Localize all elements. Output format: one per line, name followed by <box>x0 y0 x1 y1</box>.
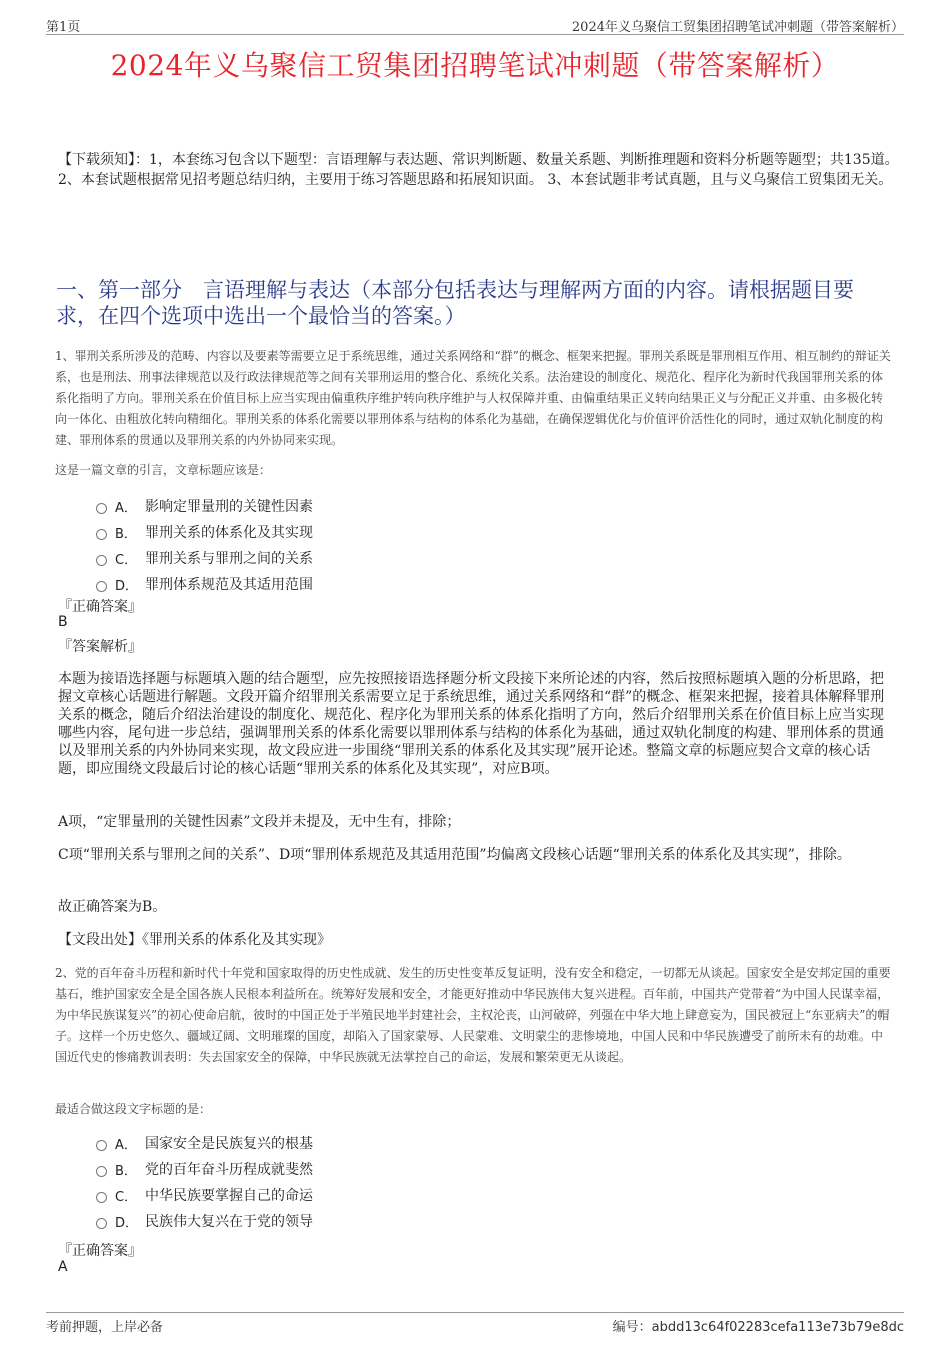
source-note: 【文段出处】《罪刑关系的体系化及其实现》 <box>58 932 331 948</box>
radio-icon[interactable] <box>96 1166 107 1177</box>
header-doc-title: 2024年义乌聚信工贸集团招聘笔试冲刺题（带答案解析） <box>571 20 904 35</box>
page-footer <box>46 1312 904 1335</box>
analysis-paragraph: A项，“定罪量刑的关键性因素”文段并未提及，无中生有，排除； <box>58 814 461 830</box>
option-text: 国家安全是民族复兴的根基 <box>145 1136 313 1152</box>
footer-slogan: 考前押题，上岸必备 <box>46 1320 164 1335</box>
option-letter: B． <box>115 526 137 542</box>
option-text: 罪刑体系规范及其适用范围 <box>145 577 313 593</box>
option-text: 罪刑关系与罪刑之间的关系 <box>145 551 313 567</box>
radio-icon[interactable] <box>96 555 107 566</box>
analysis-label: 『答案解析』 <box>58 639 142 655</box>
section-heading: 一、第一部分 言语理解与表达（本部分包括表达与理解两方面的内容。请根据题目要求，在四个选项中选出一个最恰当的答案。） <box>56 278 854 328</box>
option-text: 影响定罪量刑的关键性因素 <box>145 499 313 515</box>
question-2-options <box>96 1130 313 1234</box>
radio-icon[interactable] <box>96 1140 107 1151</box>
option-letter: B． <box>115 1163 137 1179</box>
option-letter: A． <box>115 1137 137 1153</box>
page-number: 第1页 <box>46 20 81 35</box>
answer-value: A <box>58 1259 68 1275</box>
option-text: 罪刑关系的体系化及其实现 <box>145 525 313 541</box>
radio-icon[interactable] <box>96 1192 107 1203</box>
option-text: 党的百年奋斗历程成就斐然 <box>145 1162 313 1178</box>
option-letter: D． <box>115 578 139 594</box>
analysis-paragraph: C项“罪刑关系与罪刑之间的关系”、D项“罪刑体系规范及其适用范围”均偏离文段核心话题“罪刑关系的体系化及其实现”，排除。 <box>58 847 851 863</box>
option-letter: A． <box>115 500 137 516</box>
question-1-prompt: 这是一篇文章的引言，文章标题应该是： <box>55 463 272 477</box>
option-c[interactable] <box>96 1182 313 1208</box>
option-letter: C． <box>115 552 138 568</box>
radio-icon[interactable] <box>96 529 107 540</box>
question-1-options <box>96 493 313 597</box>
option-b[interactable] <box>96 1156 313 1182</box>
analysis-paragraph: 故正确答案为B。 <box>58 899 167 915</box>
footer-code <box>613 1316 904 1335</box>
option-letter: C． <box>115 1189 138 1205</box>
analysis-paragraph: 本题为接语选择题与标题填入题的结合题型，应先按照接语选择题分析文段接下来所论述的内容，然后按照标题填入题的分析思路，把握文章核心话题进行解题。文段开篇介绍罪刑关系需要立足于系统思维，通过关系网络和“群”的概念、框架来把握，接着具体解释罪刑关系的概念，随后介绍法治建设的制度化、规范化、程序化为罪刑关系的体系化指明了方向，然后介绍罪刑关系在价值目标上应当实现哪些内容，尾句进一步总结，强调罪刑关系的体系化需要以罪刑体系与结构的体系化为基础，通过双轨化制度的构建、罪刑体系的贯通以及罪刑关系的内外协同来实现，故文段应进一步围绕“罪刑关系的体系化及其实现”展开论述。整篇文章的标题应契合文章的核心话题，即应围绕文段最后讨论的核心话题“罪刑关系的体系化及其实现”，对应B项。 <box>58 671 885 777</box>
answer-value: B <box>58 614 68 630</box>
question-2-prompt: 最适合做这段文字标题的是： <box>55 1102 212 1116</box>
option-c[interactable] <box>96 545 313 571</box>
question-1-text: 1、罪刑关系所涉及的范畴、内容以及要素等需要立足于系统思维，通过关系网络和“群”的概念、框架来把握。罪刑关系既是罪刑相互作用、相互制约的辩证关系，也是刑法、刑事法律规范以及行政法律规范等之间有关罪刑运用的整合化、系统化关系。法治建设的制度化、规范化、程序化为新时代我国罪刑关系的体系化指明了方向。罪刑关系在价值目标上应当实现由偏重秩序维护转向秩序维护与人权保障并重、由偏重结果正义转向结果正义与分配正义并重、由多极化转向一体化、由粗放化转向精细化。罪刑关系的体系化需要以罪刑体系与结构的体系化为基础，在确保逻辑优化与价值评价活性化的同时，通过双轨化制度的构建、罪刑体系的贯通以及罪刑关系的内外协同来实现。 <box>55 349 891 447</box>
radio-icon[interactable] <box>96 503 107 514</box>
answer-label: 『正确答案』 <box>58 1243 142 1259</box>
option-a[interactable] <box>96 1130 313 1156</box>
option-d[interactable] <box>96 571 313 597</box>
option-a[interactable] <box>96 493 313 519</box>
page-header <box>46 14 904 35</box>
option-letter: D． <box>115 1215 139 1231</box>
answer-label: 『正确答案』 <box>58 599 142 615</box>
document-title: 2024年义乌聚信工贸集团招聘笔试冲刺题（带答案解析） <box>110 49 840 82</box>
option-d[interactable] <box>96 1208 313 1234</box>
option-text: 民族伟大复兴在于党的领导 <box>145 1214 313 1230</box>
radio-icon[interactable] <box>96 1218 107 1229</box>
download-notice: 【下载须知】：1，本套练习包含以下题型：言语理解与表达题、常识判断题、数量关系题、判断推理题和资料分析题等题型；共135道。 2、本套试题根据常见招考题总结归纳，主要用于练习答题思路和拓展知识面。 3、本套试题非考试真题，且与义乌聚信工贸集团无关。 <box>58 152 899 188</box>
radio-icon[interactable] <box>96 581 107 592</box>
footer-code-value: abdd13c64f02283cefa113e73b79e8dc <box>651 1320 904 1335</box>
question-2-text: 2、党的百年奋斗历程和新时代十年党和国家取得的历史性成就、发生的历史性变革反复证明，没有安全和稳定，一切都无从谈起。国家安全是安邦定国的重要基石，维护国家安全是全国各族人民根本利益所在。统筹好发展和安全，才能更好推动中华民族伟大复兴进程。百年前，中国共产党带着“为中国人民谋幸福，为中华民族谋复兴”的初心使命启航，彼时的中国正处于半殖民地半封建社会，主权沦丧，山河破碎，列强在中华大地上肆意妄为，国民被冠上“东亚病夫”的帽子。这样一个历史悠久、疆域辽阔、文明璀璨的国度，却陷入了国家蒙辱、人民蒙难、文明蒙尘的悲惨境地，中国人民和中华民族遭受了前所未有的劫难。中国近代史的惨痛教训表明：失去国家安全的保障，中华民族就无法掌控自己的命运，发展和繁荣更无从谈起。 <box>55 966 891 1064</box>
footer-code-label: 编号： <box>612 1320 652 1335</box>
option-b[interactable] <box>96 519 313 545</box>
option-text: 中华民族要掌握自己的命运 <box>145 1188 313 1204</box>
